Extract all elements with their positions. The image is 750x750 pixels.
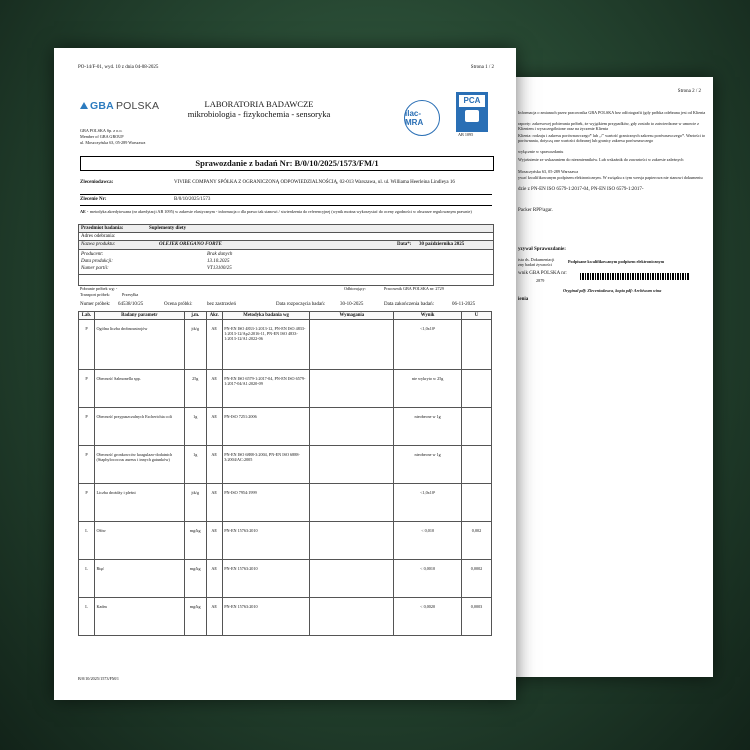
cell-u bbox=[462, 446, 492, 484]
cell-u bbox=[462, 484, 492, 522]
table-row bbox=[79, 484, 492, 522]
sample-number-value: 64538/10/25 bbox=[118, 302, 144, 307]
address-line: Moszczyńska 63, 05-289 Warszawa bbox=[518, 169, 579, 174]
footer-code: B/0/10/2025/1573/FM/1 bbox=[78, 676, 119, 681]
report-title: Sprawozdanie z badań Nr: B/0/10/2025/1573/FM/1 bbox=[80, 156, 494, 171]
cell-method: PN-EN ISO 6888-3:2004, PN-EN ISO 6888-3:2004/AC:2005 bbox=[222, 446, 310, 484]
page-number: Strona 1 / 2 bbox=[470, 65, 494, 70]
cell-u: 0,0002 bbox=[462, 560, 492, 598]
receiver-value: Pracownik GBA POLSKA nr: 2729 bbox=[384, 286, 444, 291]
method-line: dzie z PN-EN ISO 6579-1:2017-04, PN-EN ISO 6579-1:2017- bbox=[518, 187, 644, 192]
product-name-value: OLEJEK OREGANO FORTE bbox=[159, 242, 222, 247]
product-name-label: Nazwa produktu: bbox=[81, 242, 116, 247]
cell-param: Rtęć bbox=[94, 560, 184, 598]
cell-req bbox=[310, 522, 394, 560]
paragraph: raporty: zakresowej pobierania próbek, że wyjątkiem przypadków, gdy zostało to zatwierdzone w umowie z Klientem i wyszczególnione oraz na życzenie Klienta bbox=[518, 121, 700, 132]
batch-label: Numer partii: bbox=[81, 266, 109, 271]
company-line: GBA POLSKA Sp. z o.o. bbox=[80, 128, 123, 133]
cell-method: PN-ISO 7954:1999 bbox=[222, 484, 310, 522]
pca-icon bbox=[465, 110, 479, 122]
info-line: Wyjaśnienie ze wskazaniem do niezmienników. Lub wskaźnik do zawartości w zakresie zależnych bbox=[518, 157, 684, 162]
sample-number-label: Numer próbek: bbox=[80, 302, 111, 307]
cell-method: PN-ISO 7251:2006 bbox=[222, 408, 310, 446]
cell-u bbox=[462, 320, 492, 370]
end-date-label: Data zakończenia badań: bbox=[384, 302, 434, 307]
table-row bbox=[79, 320, 492, 370]
cell-akr: AE bbox=[206, 560, 222, 598]
cell-result: <1,0x10¹ bbox=[394, 320, 462, 370]
table-row bbox=[79, 560, 492, 598]
lab-title: LABORATORIA BADAWCZE bbox=[204, 99, 314, 109]
logo-suffix: POLSKA bbox=[115, 100, 160, 112]
cell-lab: P bbox=[79, 446, 95, 484]
address-label: Adres odebrania: bbox=[81, 234, 116, 239]
product-subject-value: Suplementy diety bbox=[149, 226, 187, 231]
lab-header bbox=[184, 100, 334, 119]
receiver-label: Odbiorający: bbox=[344, 286, 366, 291]
cell-param: Obecność Salmonella spp. bbox=[94, 370, 184, 408]
cell-result: < 0,010 bbox=[394, 522, 462, 560]
cell-u bbox=[462, 408, 492, 446]
cell-method: PN-EN 15763:2010 bbox=[222, 560, 310, 598]
cell-lab: P bbox=[79, 320, 95, 370]
ilac-mra-logo: ilac-MRA bbox=[404, 100, 440, 136]
cell-u bbox=[462, 370, 492, 408]
cell-unit: mg/kg bbox=[184, 522, 206, 560]
ae-label: AE - bbox=[80, 209, 89, 214]
col-header: Badany parametr bbox=[94, 312, 184, 320]
cell-result: nieobecne w 1g bbox=[394, 446, 462, 484]
col-header: U bbox=[462, 312, 492, 320]
cell-req bbox=[310, 408, 394, 446]
cell-lab: L bbox=[79, 560, 95, 598]
cell-param: Obecność gronkowców koagulazo-dodatnich (Staphylococcus aureus i innych gatunków) bbox=[94, 446, 184, 484]
col-header: Wynik bbox=[394, 312, 462, 320]
cell-req bbox=[310, 320, 394, 370]
cell-lab: P bbox=[79, 370, 95, 408]
order-label: Zlecenie Nr: bbox=[80, 197, 107, 202]
cell-result: < 0,0010 bbox=[394, 560, 462, 598]
company-label: wnik GBA POLSKA nr: bbox=[518, 271, 567, 276]
date-label: Data*: bbox=[397, 242, 412, 247]
company-line: Member of GBA GROUP bbox=[80, 134, 124, 139]
note-line: ywać kwalifikowanym podpisem elektronicznym. W związku z tym wersja papierowa nie stanowi dokumentu bbox=[518, 175, 703, 180]
research-label: zny badań żywności bbox=[518, 262, 552, 267]
cell-lab: L bbox=[79, 522, 95, 560]
transport-value: Przesyłka bbox=[122, 292, 139, 297]
pca-label: PCA bbox=[459, 95, 485, 107]
packer-line: Packer RPP/agar. bbox=[518, 208, 553, 213]
cell-req bbox=[310, 484, 394, 522]
company-line: ul. Moszczyńska 63, 05-289 Warszawa bbox=[80, 140, 146, 145]
sampling-label: Pobranie próbek wg: - bbox=[80, 286, 118, 291]
transport-label: Transport próbek: bbox=[80, 292, 110, 297]
cell-method: PN-EN 15763:2010 bbox=[222, 522, 310, 560]
cell-param: Liczba drożdży i pleśni bbox=[94, 484, 184, 522]
cell-method: PN-EN ISO 6579-1:2017-04, PN-EN ISO 6579-1:2017-04/A1:2020-09 bbox=[222, 370, 310, 408]
table-row bbox=[79, 370, 492, 408]
product-subject-row bbox=[79, 225, 493, 233]
cell-lab: P bbox=[79, 484, 95, 522]
ae-note: metodyka akredytowana (nr akredytacji AB 1095) w zakresie elastycznym - informacja o dla prawo tak stanowi / stwierdzenia do referencyjnej (wynik można wykorzystać do oceny zgodności w obszarze regulowanym prawnie) bbox=[90, 209, 472, 214]
cell-unit: jtk/g bbox=[184, 320, 206, 370]
cell-result: <1,0x10¹ bbox=[394, 484, 462, 522]
order-value: B/0/10/2025/1573 bbox=[174, 197, 211, 202]
cell-akr: AE bbox=[206, 408, 222, 446]
report-page-2 bbox=[488, 77, 713, 677]
client-label: Zleceniodawca: bbox=[80, 180, 114, 185]
cell-unit: 1g bbox=[184, 446, 206, 484]
cell-u: 0,0003 bbox=[462, 598, 492, 636]
cell-unit: jtk/g bbox=[184, 484, 206, 522]
col-header: Wymagania bbox=[310, 312, 394, 320]
cell-lab: L bbox=[79, 598, 95, 636]
cell-lab: P bbox=[79, 408, 95, 446]
end-date-value: 06-11-2025 bbox=[452, 302, 476, 307]
cell-req bbox=[310, 370, 394, 408]
cell-param: Kadm bbox=[94, 598, 184, 636]
cell-u: 0,002 bbox=[462, 522, 492, 560]
cell-akr: AE bbox=[206, 370, 222, 408]
assessment-value: bez zastrzeżeń bbox=[207, 302, 237, 307]
cell-req bbox=[310, 598, 394, 636]
pca-logo bbox=[456, 92, 488, 132]
cell-result: nieobecne w 1g bbox=[394, 408, 462, 446]
gba-logo-icon bbox=[80, 102, 88, 110]
production-date-label: Data produkcji: bbox=[81, 259, 113, 264]
cell-unit: 1g bbox=[184, 408, 206, 446]
cell-req bbox=[310, 560, 394, 598]
paragraph: wyłącznie w sprawozdaniu bbox=[518, 149, 564, 154]
cell-akr: AE bbox=[206, 598, 222, 636]
cell-param: Ołów bbox=[94, 522, 184, 560]
page-number: Strona 2 / 2 bbox=[677, 89, 701, 94]
original-note: Oryginał pdf: Zleceniodawca, kopia pdf: Archiwum wina bbox=[563, 288, 662, 293]
col-header: Lab. bbox=[79, 312, 95, 320]
company-number: 2879 bbox=[536, 278, 545, 283]
start-date-label: Data rozpoczęcia badań: bbox=[276, 302, 326, 307]
paragraph: Klienta: rodzaju i zakresu porównawczego* lub „/” wartość granicznych zakresu porównawczego*. Wartości to porównania, dotyczą one wartości dobranej lub granicy zakresu porównawczego bbox=[518, 133, 706, 144]
address-row bbox=[79, 233, 493, 241]
cell-unit: mg/kg bbox=[184, 560, 206, 598]
cell-result: nie wykryto w 25g bbox=[394, 370, 462, 408]
product-name-row bbox=[79, 241, 493, 250]
cell-unit: 25g bbox=[184, 370, 206, 408]
producer-label: Producent: bbox=[81, 252, 104, 257]
batch-value: VT13100/25 bbox=[207, 266, 232, 271]
pca-number: AB 1095 bbox=[458, 132, 474, 137]
table-header-row bbox=[79, 312, 492, 320]
cell-unit: mg/kg bbox=[184, 598, 206, 636]
logo-prefix: GBA bbox=[90, 100, 114, 112]
cell-akr: AE bbox=[206, 320, 222, 370]
table-row bbox=[79, 522, 492, 560]
product-subject-label: Przedmiot badania: bbox=[81, 226, 124, 231]
product-info-box bbox=[78, 224, 494, 286]
table-row bbox=[79, 446, 492, 484]
date-value: 30 października 2025 bbox=[419, 242, 465, 247]
report-page-1 bbox=[54, 48, 516, 700]
table-row bbox=[79, 598, 492, 636]
col-header: Akr. bbox=[206, 312, 222, 320]
form-code: PO-14/F-01, wyd. 10 z dnia 04-08-2025 bbox=[78, 65, 159, 70]
cell-req bbox=[310, 446, 394, 484]
producer-value: Brak danych bbox=[207, 252, 233, 257]
paragraph: Informacja o zmianach przez pracownika GBA POLSKA bez odfotografii (gdy próbka odebrana jest od Klienta bbox=[518, 110, 706, 115]
start-date-value: 30-10-2025 bbox=[340, 302, 364, 307]
col-header: Metodyka badania wg bbox=[222, 312, 310, 320]
assessment-label: Ocena próbki: bbox=[164, 302, 193, 307]
barcode bbox=[580, 273, 690, 280]
cell-param: Obecność przypuszczalnych Escherichia coli bbox=[94, 408, 184, 446]
doc-label: ista ds. Dokumentacji bbox=[518, 257, 555, 262]
cell-method: PN-EN 15763:2010 bbox=[222, 598, 310, 636]
production-date-value: 13.10.2025 bbox=[207, 259, 230, 264]
gba-logo bbox=[80, 100, 159, 112]
results-table bbox=[78, 311, 492, 636]
signature-note: Podpisane kwalifikowanym podpisem elektronicznym bbox=[568, 259, 665, 264]
cell-result: < 0,0020 bbox=[394, 598, 462, 636]
client-value: VIVIBE COMPANY SPÓŁKA Z OGRANICZONĄ ODPOWIEDZIALNOŚCIĄ, 02-013 Warszawa, ul. ul. Williama Heerleina Lindleya 16 bbox=[174, 180, 455, 185]
cell-akr: AE bbox=[206, 522, 222, 560]
cell-method: PN-EN ISO 4833-1:2013-12, PN-EN ISO 4833-1:2013-12/Ap2:2016-11, PN-EN ISO 4833-1:2013-12/A1:2022-06 bbox=[222, 320, 310, 370]
lab-subtitle: mikrobiologia - fizykochemia - sensoryka bbox=[187, 108, 331, 119]
cell-akr: AE bbox=[206, 446, 222, 484]
end-label: ienia bbox=[518, 297, 529, 302]
approved-label: yzywał Sprawozdanie: bbox=[518, 247, 566, 252]
cell-param: Ogólna liczba drobnoustrojów bbox=[94, 320, 184, 370]
table-row bbox=[79, 408, 492, 446]
cell-akr: AE bbox=[206, 484, 222, 522]
col-header: j.m. bbox=[184, 312, 206, 320]
